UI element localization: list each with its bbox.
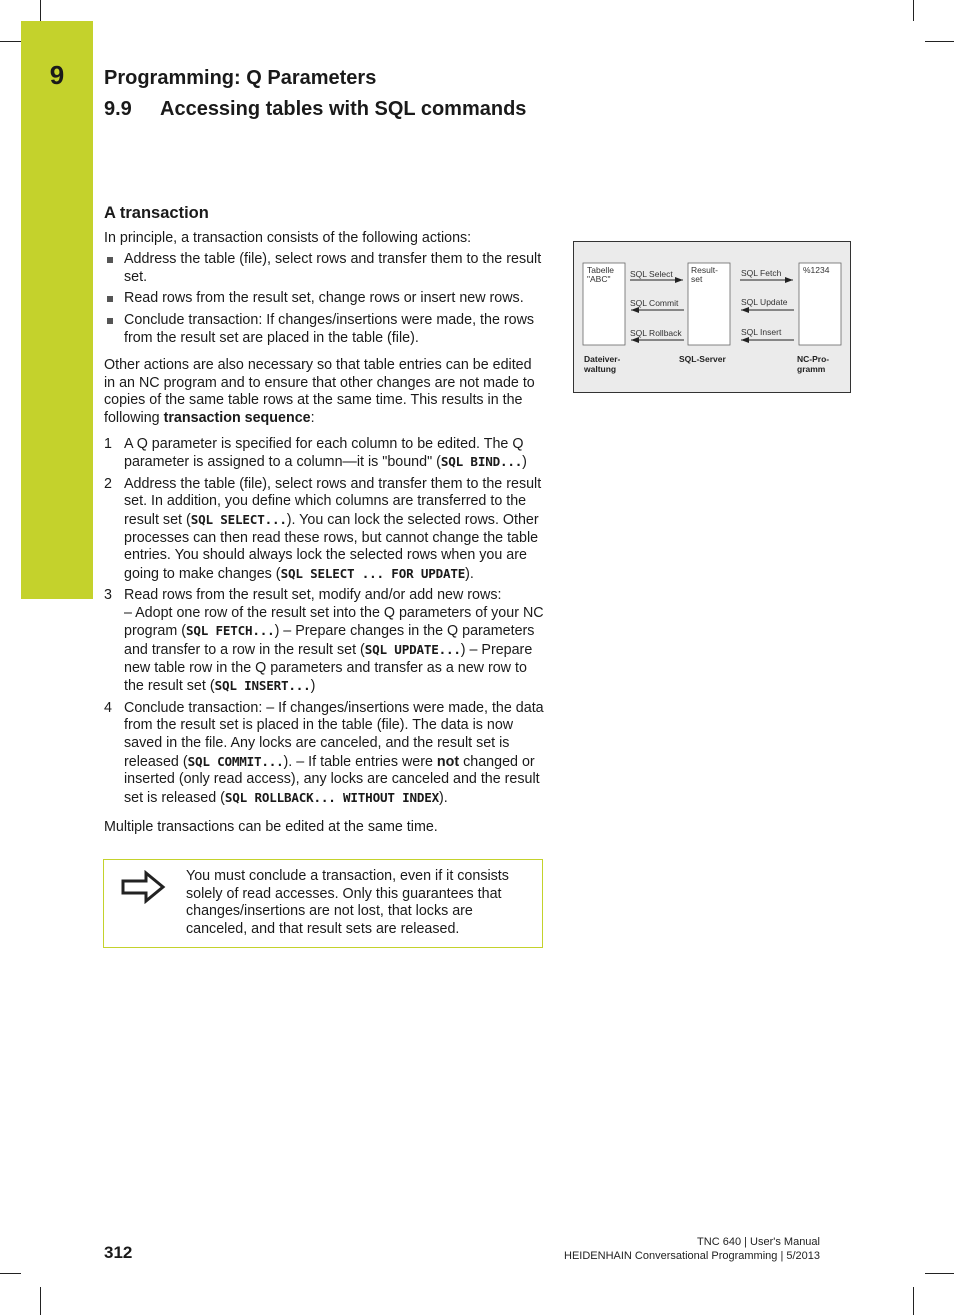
nc-program-caption: NC-Pro-	[797, 354, 830, 364]
bullet-square-icon	[107, 318, 113, 324]
sql-rollback-label: SQL Rollback	[630, 328, 682, 338]
bullet-list	[104, 251, 544, 347]
chapter-number: 9	[49, 60, 65, 90]
section-number: 9.9	[104, 98, 132, 120]
crop-mark	[925, 41, 954, 42]
step-item: 4 Conclude transaction: – If changes/insertions were made, the data from the result set is placed in the table (file). The data is now saved in the file. Any locks are canceled, and the result set is released (SQL COMMIT...). – If table entries were not changed or inserted (only read access), any locks are canceled and the result set is released (SQL ROLLBACK... WITHOUT INDEX).	[104, 699, 544, 806]
note-text: You must conclude a transaction, even if it consists solely of read accesses. Only this guarantees that changes/insertions are not lost, that locks are canceled, and that result sets are released.	[186, 868, 509, 937]
sql-insert-label: SQL Insert	[741, 327, 782, 337]
result-set-label: set	[691, 274, 703, 284]
list-item: Address the table (file), select rows and transfer them to the result set.	[104, 251, 544, 286]
note-box	[103, 859, 543, 948]
arrow-right-icon	[118, 870, 168, 909]
bullet-square-icon	[107, 296, 113, 302]
list-item: Conclude transaction: If changes/insertions were made, the rows from the result set are placed in the table (file).	[104, 312, 544, 347]
intro-paragraph: In principle, a transaction consists of the following actions:	[104, 229, 472, 246]
main-content	[104, 205, 544, 837]
step-item: 3 Read rows from the result set, modify and/or add new rows: – Adopt one row of the result set into the Q parameters of your NC program (SQL FETCH...) – Prepare changes in the Q parameters and transfer to a row in the result set (SQL UPDATE...) – Prepare new table row in the Q parameters and transfer as a new row to the result set (SQL INSERT...)	[104, 587, 544, 695]
sql-fetch-label: SQL Fetch	[741, 268, 782, 278]
bullet-square-icon	[107, 257, 113, 263]
crop-mark	[0, 41, 21, 42]
sql-commit-label: SQL Commit	[630, 298, 679, 308]
file-management-label: Dateiver-	[584, 354, 621, 364]
sql-select-label: SQL Select	[630, 269, 673, 279]
crop-mark	[40, 0, 41, 21]
sql-server-label: SQL-Server	[679, 354, 726, 364]
table-label: Tabelle	[587, 265, 614, 275]
step-item: 2 Address the table (file), select rows and transfer them to the result set. In addition, you define which columns are transferred to the result set (SQL SELECT...). You can lock the selected rows. Other processes can then read these rows, but cannot change the table entries. You should always lock the selected rows when you are going to make changes (SQL SELECT ... FOR UPDATE).	[104, 475, 542, 582]
step-item: 1 A Q parameter is specified for each column to be edited. The Q parameter is assigned to a column—it is "bound" (SQL BIND...)	[104, 435, 527, 471]
chapter-color-band	[21, 21, 93, 599]
nc-program-label: %1234	[803, 265, 830, 275]
sql-update-label: SQL Update	[741, 297, 788, 307]
sequence-paragraph: Other actions are also necessary so that table entries can be edited in an NC program and to ensure that other changes are not made to copies of the same table rows at the same time. This results in the following transaction sequence:	[104, 357, 535, 426]
crop-mark	[913, 1287, 914, 1315]
table-label: "ABC"	[587, 274, 611, 284]
footer-info	[564, 1235, 820, 1263]
list-item: Read rows from the result set, change rows or insert new rows.	[104, 290, 544, 308]
page-number: 312	[104, 1243, 133, 1262]
crop-mark	[40, 1287, 41, 1315]
file-management-label: waltung	[584, 364, 617, 374]
closing-paragraph: Multiple transactions can be edited at the same time.	[104, 819, 438, 836]
step-list	[104, 436, 544, 808]
crop-mark	[913, 0, 914, 21]
section-title	[104, 98, 526, 121]
result-set-label: Result-	[691, 265, 718, 275]
footer-line: HEIDENHAIN Conversational Programming | 5/2013	[564, 1250, 820, 1262]
chapter-title: Programming: Q Parameters	[104, 67, 377, 89]
crop-mark	[0, 1273, 21, 1274]
nc-program-caption: gramm	[797, 364, 826, 374]
section-title-text: Accessing tables with SQL commands	[160, 98, 527, 120]
section-heading: A transaction	[104, 204, 209, 222]
footer-line: TNC 640 | User's Manual	[697, 1236, 820, 1248]
sql-diagram	[573, 241, 851, 393]
crop-mark	[925, 1273, 954, 1274]
